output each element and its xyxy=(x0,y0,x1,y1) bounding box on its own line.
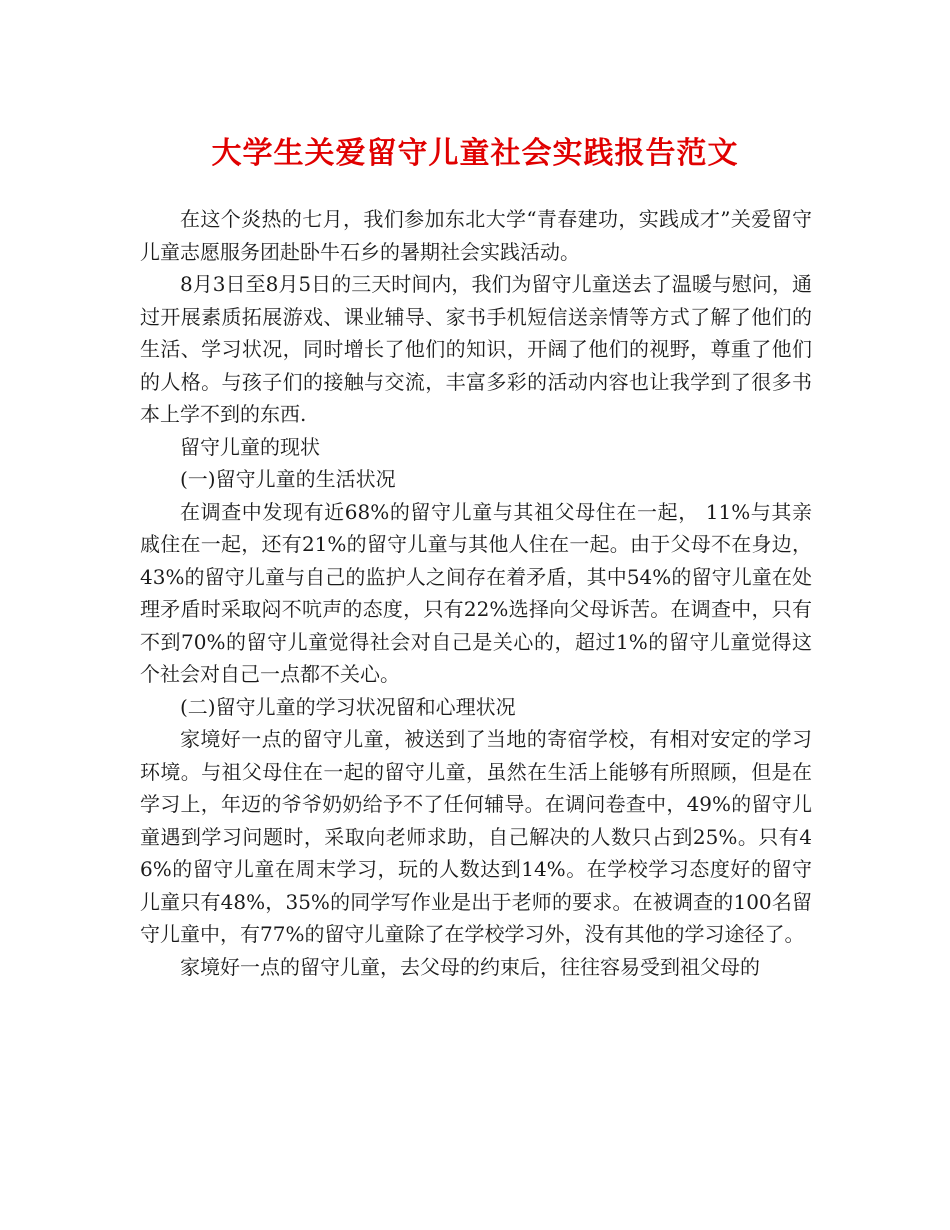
paragraph-continued: 家境好一点的留守儿童，去父母的约束后，往往容易受到祖父母的 xyxy=(180,954,760,979)
paragraph-living: 在调查中发现有近68%的留守儿童与其祖父母住在一起， 11%与其亲戚住在一起，还有21%的留守儿童与其他人住在一起。由于父母不在身边，43%的留守儿童与自己的监护人之间存在着矛盾，其中54%的留守儿童在处理矛盾时采取闷不吭声的态度，只有22%选择向父母诉苦。在调查中，只有不到70%的留守儿童觉得社会对自己是关心的，超过1%的留守儿童觉得这个社会对自己一点都不关心。 xyxy=(140,499,812,686)
paragraph-activity: 8月3日至8月5日的三天时间内，我们为留守儿童送去了温暖与慰问，通过开展素质拓展游戏、课业辅导、家书手机短信送亲情等方式了解了他们的生活、学习状况，同时增长了他们的知识，开阔了他们的视野，尊重了他们的人格。与孩子们的接触与交流，丰富多彩的活动内容也让我学到了很多书本上学不到的东西. xyxy=(140,272,812,426)
section-heading-status: 留守儿童的现状 xyxy=(180,434,320,459)
subsection-heading-living: (一)留守儿童的生活状况 xyxy=(180,467,396,491)
paragraph-study: 家境好一点的留守儿童，被送到了当地的寄宿学校，有相对安定的学习环境。与祖父母住在一起的留守儿童，虽然在生活上能够有所照顾，但是在学习上，年迈的爷爷奶奶给予不了任何辅导。在调问卷查中，49%的留守儿童遇到学习问题时，采取向老师求助，自己解决的人数只占到25%。只有46%的留守儿童在周末学习，玩的人数达到14%。在学校学习态度好的留守儿童只有48%，35%的同学写作业是出于老师的要求。在被调查的100名留守儿童中，有77%的留守儿童除了在学校学习外，没有其他的学习途径了。 xyxy=(140,727,812,946)
document-title: 大学生关爱留守儿童社会实践报告范文 xyxy=(211,136,739,171)
paragraph-intro: 在这个炎热的七月，我们参加东北大学“青春建功，实践成才”关爱留守儿童志愿服务团赴卧牛石乡的暑期社会实践活动。 xyxy=(140,207,812,264)
document-body xyxy=(140,203,812,983)
subsection-heading-study: (二)留守儿童的学习状况留和心理状况 xyxy=(180,694,516,719)
